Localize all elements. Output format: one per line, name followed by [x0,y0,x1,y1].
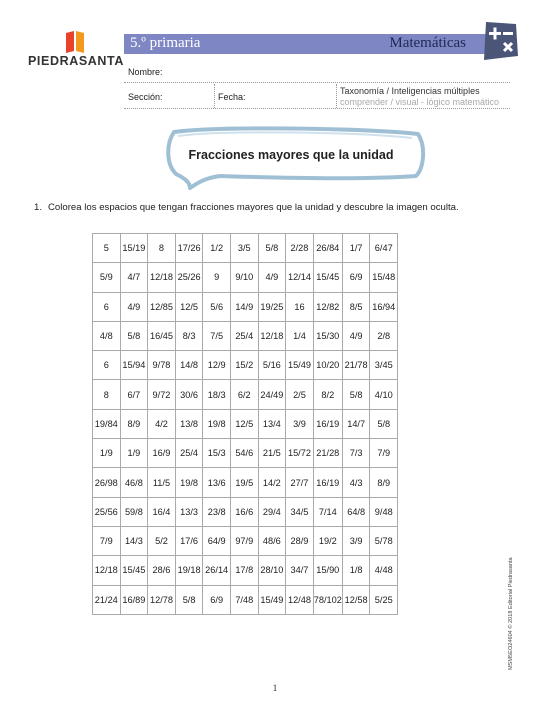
grid-row [93,585,398,614]
grid-cell[interactable]: 9/72 [148,380,176,409]
grid-cell[interactable]: 15/45 [313,263,342,292]
grid-cell[interactable]: 4/9 [258,263,286,292]
grid-cell[interactable]: 5/8 [175,585,203,614]
grid-cell[interactable]: 34/5 [286,497,314,526]
grid-row [93,380,398,409]
grid-cell[interactable]: 8 [93,380,121,409]
grid-cell[interactable]: 1/7 [342,234,370,263]
grid-cell[interactable]: 2/28 [286,234,314,263]
name-line [124,82,510,83]
grid-cell[interactable]: 6 [93,292,121,321]
grid-cell[interactable]: 16/19 [313,409,342,438]
grid-cell[interactable]: 46/8 [120,468,148,497]
grid-cell[interactable]: 15/30 [313,321,342,350]
grid-cell[interactable]: 26/14 [203,556,231,585]
grid-cell[interactable]: 16/45 [148,321,176,350]
grid-cell[interactable]: 9 [203,263,231,292]
grid-cell[interactable]: 28/9 [286,526,314,555]
grid-cell[interactable]: 54/6 [230,439,258,468]
grid-cell[interactable]: 13/3 [175,497,203,526]
grid-cell[interactable]: 1/9 [93,439,121,468]
name-label: Nombre: [128,67,163,77]
grid-cell[interactable]: 5/6 [203,292,231,321]
grid-row [93,292,398,321]
grid-cell[interactable]: 6/9 [342,263,370,292]
field-divider [336,84,337,108]
grid-row [93,497,398,526]
grid-cell[interactable]: 8/9 [370,468,398,497]
brand-name: PIEDRASANTA [28,54,124,68]
taxonomy-value: comprender / visual - lógico matemático [340,97,500,107]
grid-cell[interactable]: 15/49 [258,585,286,614]
grid-cell[interactable]: 6 [93,351,121,380]
grid-cell[interactable]: 30/6 [175,380,203,409]
grid-cell[interactable]: 7/3 [342,439,370,468]
grid-cell[interactable]: 8/2 [313,380,342,409]
grid-cell[interactable]: 16/94 [370,292,398,321]
grid-cell[interactable]: 13/8 [175,409,203,438]
grid-cell[interactable]: 19/8 [175,468,203,497]
grid-cell[interactable]: 21/24 [93,585,121,614]
grid-cell[interactable]: 1/9 [120,439,148,468]
grid-cell[interactable]: 6/2 [230,380,258,409]
grid-cell[interactable]: 5/8 [342,380,370,409]
grid-cell[interactable]: 2/5 [286,380,314,409]
grid-row [93,234,398,263]
grid-cell[interactable]: 15/2 [230,351,258,380]
side-code: MSM5EO24604 © 2018 Editorial Piedrasanta [508,557,514,670]
grid-cell[interactable]: 12/85 [148,292,176,321]
grid-cell[interactable]: 8/5 [342,292,370,321]
grid-cell[interactable]: 16/19 [313,468,342,497]
grid-cell[interactable]: 7/9 [370,439,398,468]
grid-cell[interactable]: 12/14 [286,263,314,292]
grid-cell[interactable]: 26/84 [313,234,342,263]
grid-cell[interactable]: 34/7 [286,556,314,585]
publisher-logo [28,30,123,70]
book-logo-icon [64,30,86,54]
grid-cell[interactable]: 16/6 [230,497,258,526]
grid-cell[interactable]: 15/19 [120,234,148,263]
grid-cell[interactable]: 15/94 [120,351,148,380]
grid-cell[interactable]: 4/9 [120,292,148,321]
grid-cell[interactable]: 12/18 [93,556,121,585]
grid-cell[interactable]: 15/3 [203,439,231,468]
grid-cell[interactable]: 8/9 [120,409,148,438]
grid-cell[interactable]: 8/3 [175,321,203,350]
grid-cell[interactable]: 19/5 [230,468,258,497]
grid-cell[interactable]: 5/9 [93,263,121,292]
grid-cell[interactable]: 14/7 [342,409,370,438]
grid-cell[interactable]: 9/78 [148,351,176,380]
grid-cell[interactable]: 17/26 [175,234,203,263]
grid-cell[interactable]: 64/9 [203,526,231,555]
grid-cell[interactable]: 15/45 [120,556,148,585]
grid-row [93,439,398,468]
field-divider [214,84,215,108]
grid-row [93,468,398,497]
grid-cell[interactable]: 6/47 [370,234,398,263]
grid-cell[interactable]: 19/18 [175,556,203,585]
grid-cell[interactable]: 7/48 [230,585,258,614]
grid-cell[interactable]: 78/102 [313,585,342,614]
page-number: 1 [272,683,278,693]
grid-cell[interactable]: 16/4 [148,497,176,526]
section-line [124,108,510,109]
grid-cell[interactable]: 12/9 [203,351,231,380]
grid-cell[interactable]: 48/6 [258,526,286,555]
grid-cell[interactable]: 16/89 [120,585,148,614]
grid-cell[interactable]: 2/8 [370,321,398,350]
grid-cell[interactable]: 13/4 [258,409,286,438]
grid-cell[interactable]: 6/9 [203,585,231,614]
grid-cell[interactable]: 16 [286,292,314,321]
grid-cell[interactable]: 15/72 [286,439,314,468]
math-operations-icon [480,20,520,62]
grid-cell[interactable]: 1/2 [203,234,231,263]
grid-cell[interactable]: 16/9 [148,439,176,468]
grade-label: 5.º primaria [130,35,201,51]
grid-cell[interactable]: 28/6 [148,556,176,585]
taxonomy-label: Taxonomía / Inteligencias múltiples [340,86,480,96]
grid-cell[interactable]: 6/7 [120,380,148,409]
grid-cell[interactable]: 12/18 [258,321,286,350]
grid-cell[interactable]: 4/10 [370,380,398,409]
grid-cell[interactable]: 5/8 [120,321,148,350]
grid-cell[interactable]: 8 [148,234,176,263]
grid-cell[interactable]: 25/56 [93,497,121,526]
fraction-grid [92,233,398,615]
grid-cell[interactable]: 19/25 [258,292,286,321]
grid-cell[interactable]: 24/49 [258,380,286,409]
grid-row [93,556,398,585]
grid-cell[interactable]: 12/58 [342,585,370,614]
grid-cell[interactable]: 4/2 [148,409,176,438]
grid-row [93,526,398,555]
grid-cell[interactable]: 29/4 [258,497,286,526]
grid-cell[interactable]: 23/8 [203,497,231,526]
grid-cell[interactable]: 4/7 [120,263,148,292]
grid-cell[interactable]: 28/10 [258,556,286,585]
grid-cell[interactable]: 12/18 [148,263,176,292]
grid-cell[interactable]: 26/98 [93,468,121,497]
grid-cell[interactable]: 17/6 [175,526,203,555]
grid-cell[interactable]: 5/2 [148,526,176,555]
grid-cell[interactable]: 1/4 [286,321,314,350]
grid-cell[interactable]: 4/8 [93,321,121,350]
grid-cell[interactable]: 3/45 [370,351,398,380]
grid-cell[interactable]: 25/4 [230,321,258,350]
grid-cell[interactable]: 97/9 [230,526,258,555]
grid-cell[interactable]: 3/9 [286,409,314,438]
grid-cell[interactable]: 12/78 [148,585,176,614]
grid-cell[interactable]: 27/7 [286,468,314,497]
grid-cell[interactable]: 21/78 [342,351,370,380]
grid-cell[interactable]: 3/5 [230,234,258,263]
grid-cell[interactable]: 9/48 [370,497,398,526]
grid-row [93,263,398,292]
grid-cell[interactable]: 5/8 [370,409,398,438]
grid-cell[interactable]: 4/9 [342,321,370,350]
instruction [34,202,459,213]
grid-cell[interactable]: 14/2 [258,468,286,497]
grid-cell[interactable]: 5 [93,234,121,263]
grid-cell[interactable]: 21/5 [258,439,286,468]
grid-cell[interactable]: 21/28 [313,439,342,468]
grid-row [93,409,398,438]
grid-cell[interactable]: 12/5 [175,292,203,321]
grid-cell[interactable]: 59/8 [120,497,148,526]
grid-cell[interactable]: 12/5 [230,409,258,438]
grid-cell[interactable]: 3/9 [342,526,370,555]
grid-cell[interactable]: 14/3 [120,526,148,555]
grid-cell[interactable]: 7/5 [203,321,231,350]
date-label: Fecha: [218,92,246,102]
grid-cell[interactable]: 5/78 [370,526,398,555]
grid-cell[interactable]: 12/48 [286,585,314,614]
grid-cell[interactable]: 12/82 [313,292,342,321]
grid-cell[interactable]: 17/8 [230,556,258,585]
grid-cell[interactable]: 14/8 [175,351,203,380]
grid-cell[interactable]: 15/49 [286,351,314,380]
grid-cell[interactable]: 25/26 [175,263,203,292]
grid-cell[interactable]: 15/90 [313,556,342,585]
grid-row [93,351,398,380]
header-bar [124,34,486,54]
grid-cell[interactable]: 5/25 [370,585,398,614]
grid-cell[interactable]: 4/48 [370,556,398,585]
grid-cell[interactable]: 15/48 [370,263,398,292]
grid-cell[interactable]: 1/8 [342,556,370,585]
page-title: Fracciones mayores que la unidad [188,148,394,162]
grid-cell[interactable]: 5/8 [258,234,286,263]
grid-cell[interactable]: 9/10 [230,263,258,292]
instruction-text: Colorea los espacios que tengan fracciones mayores que la unidad y descubre la imagen oculta. [48,202,459,213]
grid-cell[interactable]: 64/8 [342,497,370,526]
grid-cell[interactable]: 7/9 [93,526,121,555]
grid-cell[interactable]: 13/6 [203,468,231,497]
grid-cell[interactable]: 19/84 [93,409,121,438]
grid-cell[interactable]: 4/3 [342,468,370,497]
grid-cell[interactable]: 5/16 [258,351,286,380]
grid-cell[interactable]: 19/8 [203,409,231,438]
subject-label: Matemáticas [389,35,466,51]
grid-cell[interactable]: 10/20 [313,351,342,380]
section-label: Sección: [128,92,163,102]
grid-cell[interactable]: 25/4 [175,439,203,468]
grid-row [93,321,398,350]
instruction-number: 1. [34,202,43,213]
grid-cell[interactable]: 11/5 [148,468,176,497]
grid-cell[interactable]: 14/9 [230,292,258,321]
grid-cell[interactable]: 7/14 [313,497,342,526]
grid-cell[interactable]: 18/3 [203,380,231,409]
grid-cell[interactable]: 19/2 [313,526,342,555]
